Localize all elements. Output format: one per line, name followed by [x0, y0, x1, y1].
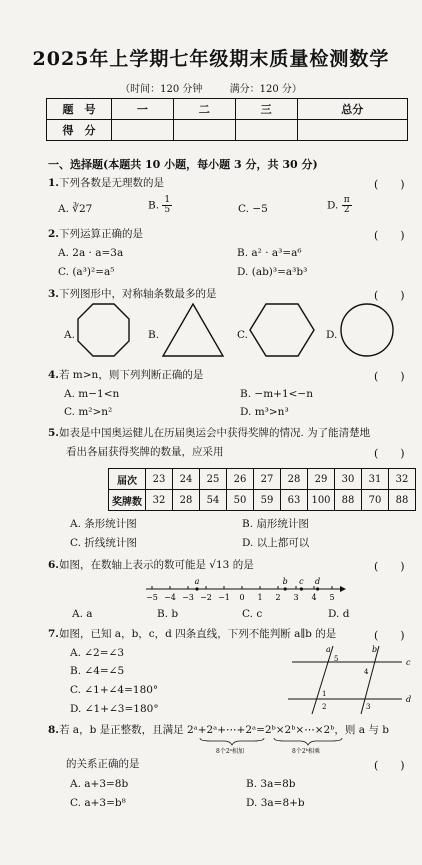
fraction: $\frac{\pi}{2}$	[343, 195, 350, 215]
answer-paren[interactable]: ( )	[374, 178, 405, 191]
question-text: 下列图形中，对称轴条数最多的是	[58, 288, 217, 300]
table-header: 奖牌数	[109, 490, 146, 511]
table-cell: 25	[200, 469, 227, 490]
tick-label: 5	[329, 593, 335, 602]
table-cell: 31	[362, 469, 389, 490]
option-a[interactable]: A. ∛27	[58, 203, 93, 215]
angle-4: 4	[364, 668, 369, 676]
sum-expression: 2ᵃ+2ᵃ+⋯+2ᵃ	[186, 724, 257, 736]
question-number: 5.	[48, 427, 59, 439]
question-number: 7.	[48, 628, 59, 640]
question-text: 如图，在数轴上表示的数可能是 √13 的是	[58, 559, 254, 571]
table-cell: 59	[254, 490, 281, 511]
time-limit: （时间：120 分钟	[120, 84, 203, 95]
tick-label: 2	[275, 593, 281, 602]
answer-paren[interactable]: ( )	[374, 560, 405, 573]
question-text: 下列各数是无理数的是	[58, 177, 164, 189]
table-cell: 总分	[297, 99, 407, 120]
question-text: 如表是中国奥运健儿在历届奥运会中获得奖牌的情况. 为了能清楚地	[58, 427, 371, 439]
option-b[interactable]: B. 3a=8b	[246, 778, 296, 790]
option-c[interactable]: C. −5	[238, 203, 268, 215]
table-cell: 29	[308, 469, 335, 490]
option-a[interactable]: A.	[64, 329, 75, 341]
tick-label: 3	[293, 593, 299, 602]
option-d[interactable]: D. ∠1+∠3=180°	[70, 703, 159, 715]
tick-label: −3	[182, 593, 194, 602]
angle-3: 3	[366, 703, 371, 711]
table-cell: 28	[173, 490, 200, 511]
question-number: 2.	[48, 228, 59, 240]
table-cell: 三	[235, 99, 297, 120]
table-cell: 28	[281, 469, 308, 490]
table-cell: 88	[389, 490, 416, 511]
table-cell: 23	[146, 469, 173, 490]
option-b[interactable]: B. a² · a³=a⁶	[237, 247, 302, 259]
underbrace-product	[274, 738, 342, 745]
answer-paren[interactable]: ( )	[374, 629, 405, 642]
option-a[interactable]: A. a+3=8b	[70, 778, 129, 790]
option-b[interactable]: B. ∠4=∠5	[70, 665, 125, 677]
product-expression: 2ᵇ×2ᵇ×⋯×2ᵇ	[264, 724, 335, 736]
answer-paren[interactable]: ( )	[374, 289, 405, 302]
table-cell: 70	[362, 490, 389, 511]
table-cell: 88	[335, 490, 362, 511]
option-d[interactable]: D.	[326, 329, 338, 341]
question-8-stem-line2: 的关系正确的是	[66, 758, 140, 770]
table-cell: 27	[254, 469, 281, 490]
underbrace-sum	[200, 738, 264, 745]
label-c: c	[406, 658, 411, 667]
tick-label: 1	[257, 593, 263, 602]
tick-label: −1	[218, 593, 230, 602]
table-cell: 54	[200, 490, 227, 511]
point-label: a	[194, 577, 200, 586]
tick-label: −5	[146, 593, 158, 602]
table-cell: 24	[173, 469, 200, 490]
question-number: 1.	[48, 177, 59, 189]
question-text: 下列运算正确的是	[58, 228, 143, 240]
equals-sign: =	[256, 724, 265, 736]
angle-2: 2	[322, 703, 327, 711]
table-cell: 63	[281, 490, 308, 511]
point-label: b	[282, 577, 288, 586]
table-cell: 题 号	[47, 99, 112, 120]
option-c[interactable]: C. ∠1+∠4=180°	[70, 684, 159, 696]
option-b[interactable]: B. b	[157, 608, 179, 620]
label-a: a	[326, 645, 331, 654]
option-b[interactable]: B.	[148, 329, 160, 341]
option-c[interactable]: C. a+3=b⁸	[70, 797, 126, 809]
option-a[interactable]: A. a	[72, 608, 93, 620]
point-label: d	[315, 577, 321, 586]
option-c[interactable]: C. (a³)²=a⁵	[58, 266, 115, 278]
table-cell: 26	[227, 469, 254, 490]
answer-paren[interactable]: ( )	[374, 759, 405, 772]
fraction: $\frac{1}{5}$	[164, 195, 171, 215]
question-text-end: ，则 a 与 b	[334, 724, 389, 736]
table-cell: 50	[227, 490, 254, 511]
question-text: 若 m>n，则下列判断正确的是	[58, 369, 204, 381]
option-d[interactable]: D. (ab)³=a³b³	[237, 266, 308, 278]
table-cell: 得 分	[47, 120, 112, 141]
full-score: 满分：120 分）	[229, 84, 302, 95]
angle-1: 1	[322, 690, 327, 698]
section-heading: 一、选择题(本题共 10 小题，每小题 3 分，共 30 分)	[48, 158, 318, 171]
option-label: B.	[148, 199, 160, 212]
answer-paren[interactable]: ( )	[374, 447, 405, 460]
table-cell: 32	[389, 469, 416, 490]
option-b[interactable]: B. −m+1<−n	[240, 388, 313, 400]
question-5-stem-line2: 看出各届获得奖牌的数量，应采用	[66, 446, 224, 458]
option-d[interactable]: D. 3a=8+b	[246, 797, 305, 809]
tick-label: 0	[239, 593, 245, 602]
brace-note-sum: 8个2ᵃ相加	[216, 748, 244, 755]
page-title: 2025年上学期七年级期末质量检测数学	[32, 48, 390, 70]
answer-paren[interactable]: ( )	[374, 370, 405, 383]
tick-label: −4	[164, 593, 176, 602]
option-a[interactable]: A. ∠2=∠3	[70, 647, 125, 659]
option-d[interactable]: D. 以上都可以	[242, 537, 310, 549]
option-a[interactable]: A. m−1<n	[64, 388, 120, 400]
table-cell: 30	[335, 469, 362, 490]
point-label: c	[299, 577, 304, 586]
question-number: 8.	[48, 724, 59, 736]
table-cell: 32	[146, 490, 173, 511]
table-cell: 一	[112, 99, 174, 120]
question-number: 6.	[48, 559, 59, 571]
tick-label: 4	[311, 593, 317, 602]
answer-paren[interactable]: ( )	[374, 229, 405, 242]
option-c[interactable]: C. m²>n²	[64, 406, 113, 418]
option-c[interactable]: C.	[237, 329, 248, 341]
table-header: 届次	[109, 469, 146, 490]
option-a[interactable]: A. 条形统计图	[70, 518, 137, 530]
table-cell: 二	[173, 99, 235, 120]
option-b[interactable]: B. 扇形统计图	[242, 518, 309, 530]
option-a[interactable]: A. 2a · a=3a	[58, 247, 124, 259]
question-text: 如图，已知 a，b，c，d 四条直线，下列不能判断 a∥b 的是	[58, 628, 337, 640]
question-text: 若 a，b 是正整数，且满足	[58, 724, 187, 736]
question-number: 4.	[48, 369, 59, 381]
label-d: d	[406, 695, 412, 704]
option-c[interactable]: C. 折线统计图	[70, 537, 137, 549]
option-d[interactable]: D. d	[328, 608, 350, 620]
brace-note-product: 8个2ᵇ相乘	[292, 748, 321, 755]
tick-label: −2	[200, 593, 212, 602]
option-label: D.	[327, 199, 339, 212]
label-b: b	[372, 645, 378, 654]
table-cell: 100	[308, 490, 335, 511]
option-c[interactable]: C. c	[242, 608, 263, 620]
angle-5: 5	[334, 655, 339, 663]
question-number: 3.	[48, 288, 59, 300]
option-d[interactable]: D. m³>n³	[240, 406, 289, 418]
